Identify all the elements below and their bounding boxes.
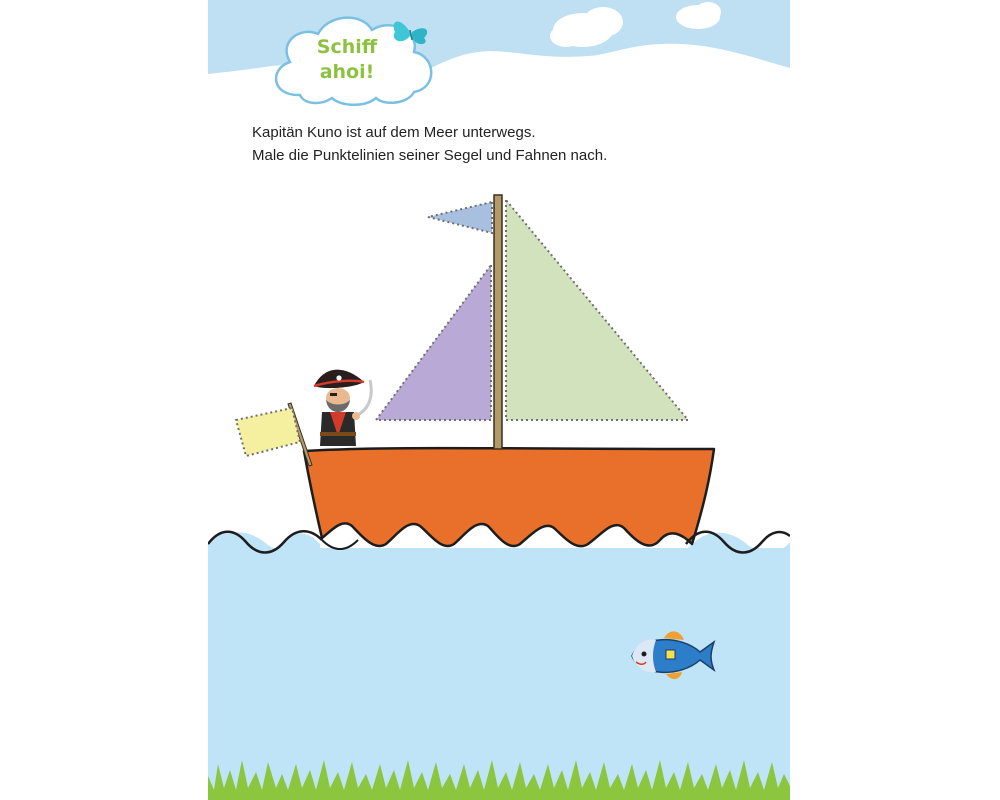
pirate-icon	[314, 370, 371, 446]
water-body	[208, 548, 790, 800]
worksheet-page	[208, 0, 790, 800]
wave-line-under-hull	[322, 540, 358, 549]
mast	[494, 195, 502, 449]
worksheet-illustration	[208, 0, 790, 800]
worksheet-title	[284, 35, 410, 85]
instructions	[252, 121, 772, 167]
right-sail	[506, 200, 688, 420]
title-line-2: ahoi!	[319, 61, 375, 83]
left-sail	[376, 265, 491, 420]
instruction-line-2: Male die Punktelinien seiner Segel und Fahnen nach.	[252, 147, 608, 164]
boat-hull	[304, 448, 714, 546]
stern-flag	[236, 408, 300, 456]
title-line-1: Schiff	[316, 36, 378, 58]
instruction-line-1: Kapitän Kuno ist auf dem Meer unterwegs.	[252, 124, 536, 141]
pennant	[428, 202, 492, 233]
